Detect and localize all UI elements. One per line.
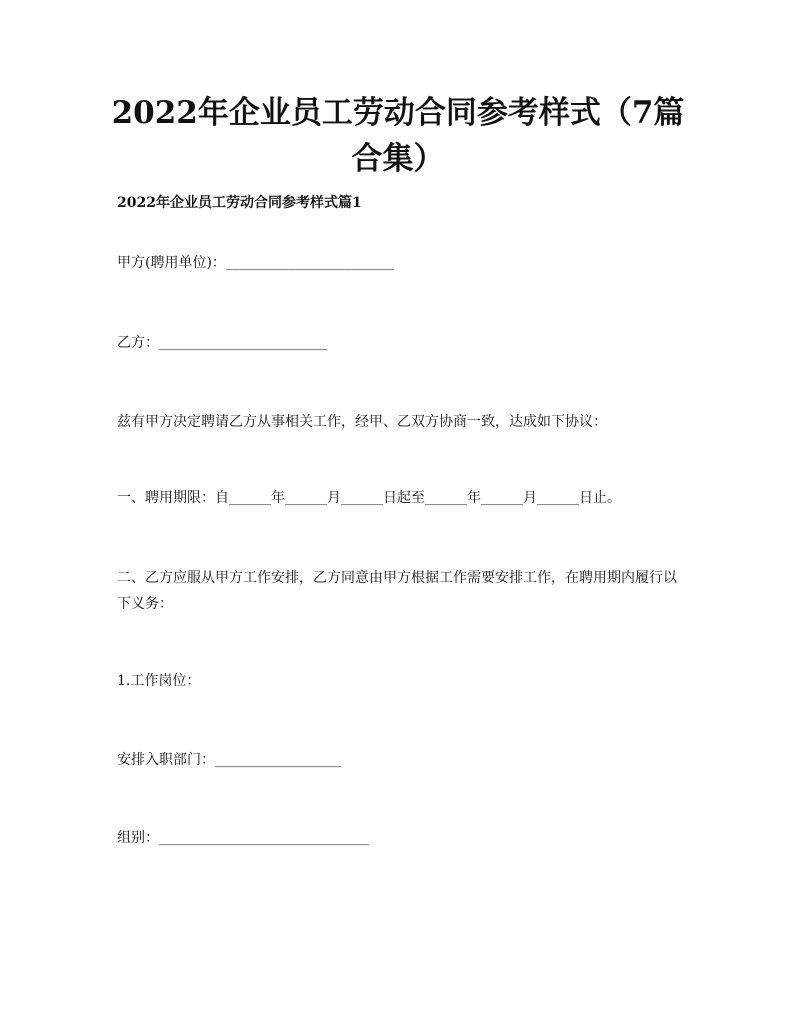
party-a-line: 甲方(聘用单位)：________________________ <box>117 255 394 271</box>
clause-term: 一、聘用期限：自______年______月______日起至______年______月______日止。 <box>117 490 621 506</box>
intro-paragraph: 兹有甲方决定聘请乙方从事相关工作，经甲、乙双方协商一致，达成如下协议： <box>117 414 607 430</box>
document-title: 2022年企业员工劳动合同参考样式（7篇合集） <box>111 95 685 177</box>
section-heading: 2022年企业员工劳动合同参考样式篇1 <box>117 195 362 211</box>
item-job-position: 1.工作岗位： <box>117 673 201 689</box>
department-line: 安排入职部门：__________________ <box>117 752 341 768</box>
group-line: 组别：______________________________ <box>117 830 369 846</box>
clause-obligations: 二、乙方应服从甲方工作安排，乙方同意由甲方根据工作需要安排工作，在聘用期内履行以下义务： <box>117 570 677 612</box>
party-b-line: 乙方：________________________ <box>117 335 327 351</box>
